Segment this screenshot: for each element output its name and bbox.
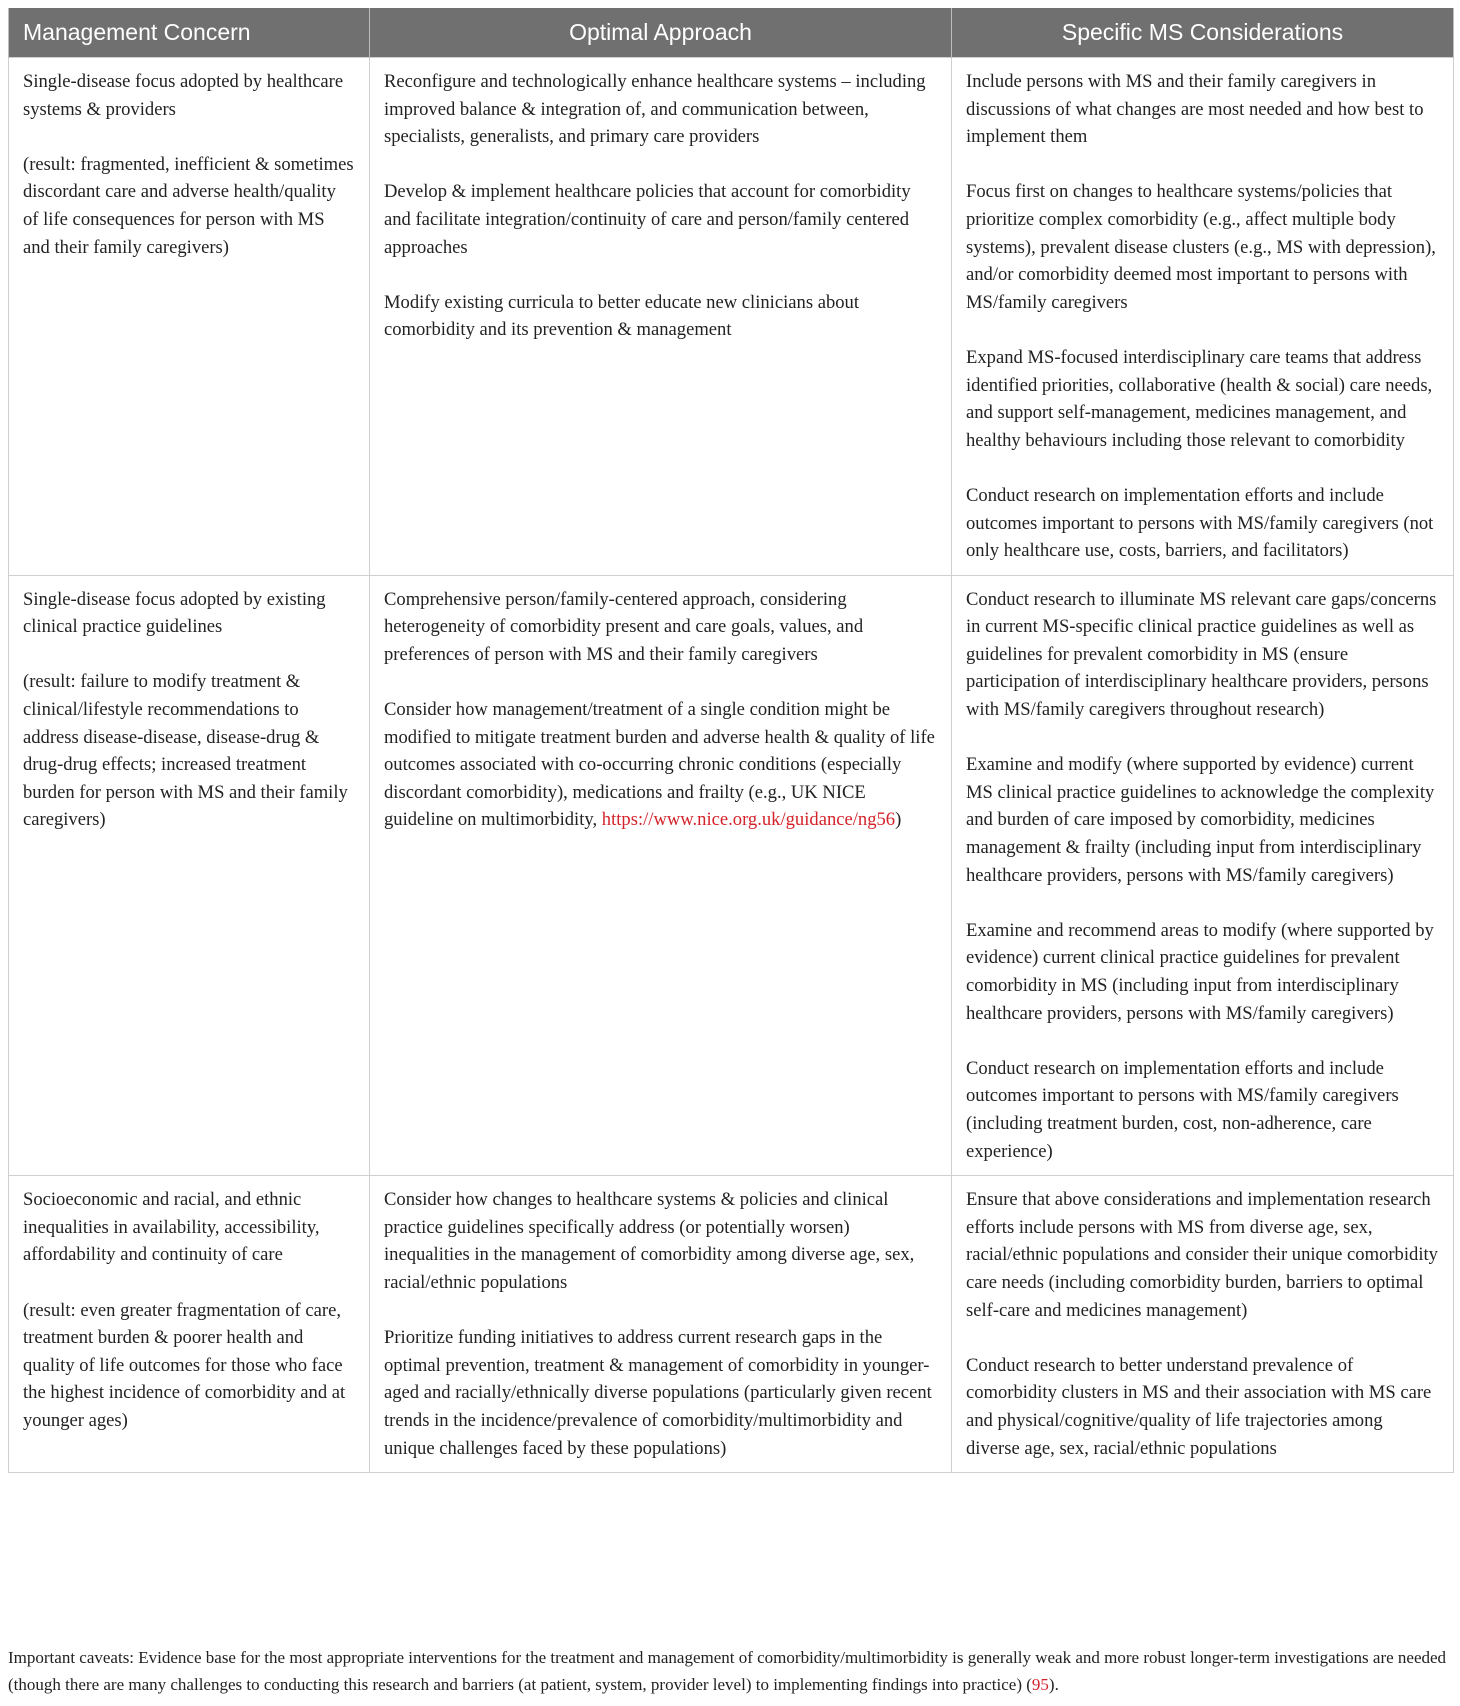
management-table: [8, 8, 1454, 1473]
consideration-text: Ensure that above considerations and implementation research efforts include persons with MS from diverse age, sex, racial/ethnic populations and consider their unique comorbidity care needs (including comorbidity burden, barriers to optimal self-care and medicines management): [966, 1189, 1438, 1321]
header-specific-ms-considerations: Specific MS Considerations: [952, 8, 1454, 58]
consideration-text: Focus first on changes to healthcare systems/policies that prioritize complex comorbidity (e.g., affect multiple body systems), prevalent disease clusters (e.g., MS with depression), and/or comorbidity deemed most important to persons with MS/family caregivers: [966, 181, 1436, 313]
consideration-text: Include persons with MS and their family caregivers in discussions of what changes are most needed and how best to implement them: [966, 71, 1424, 148]
table-row: [9, 58, 1454, 576]
concern-result-text: (result: fragmented, inefficient & sometimes discordant care and adverse health/quality of life consequences for person with MS and their family caregivers): [23, 153, 354, 258]
concern-result-text: (result: even greater fragmentation of care, treatment burden & poorer health and quality of life outcomes for those who face the highest incidence of comorbidity and at younger ages): [23, 1299, 346, 1431]
consideration-text: Conduct research on implementation efforts and include outcomes important to persons with MS/family caregivers (not only healthcare use, costs, barriers, and facilitators): [966, 484, 1434, 562]
reference-link[interactable]: 95: [1031, 1675, 1049, 1694]
concern-text: Single-disease focus adopted by existing clinical practice guidelines: [23, 588, 326, 638]
header-optimal-approach: Optimal Approach: [370, 8, 952, 58]
considerations-cell: [952, 1176, 1454, 1473]
consideration-text: Expand MS-focused interdisciplinary care teams that address identified priorities, collaborative (health & social) care needs, and support self-management, medicines management, and healthy behaviours including those relevant to comorbidity: [966, 346, 1433, 451]
consideration-text: Conduct research to illuminate MS relevant care gaps/concerns in current MS-specific clinical practice guidelines as well as guidelines for prevalent comorbidity in MS (ensure participation of interdisciplinary healthcare providers, persons with MS/family caregivers throughout research): [966, 588, 1437, 721]
approach-cell: [370, 575, 952, 1175]
concern-cell: [9, 575, 370, 1175]
approach-text: Comprehensive person/family-centered approach, considering heterogeneity of comorbidity present and care goals, values, and preferences of person with MS and their family caregivers: [384, 588, 864, 665]
approach-cell: [370, 58, 952, 576]
footnote: [8, 1644, 1453, 1698]
consideration-text: Conduct research on implementation efforts and include outcomes important to persons with MS/family caregivers (including treatment burden, cost, non-adherence, care experience): [966, 1057, 1399, 1162]
concern-result-text: (result: failure to modify treatment & clinical/lifestyle recommendations to address disease-disease, disease-drug & drug-drug effects; increased treatment burden for person with MS and their family caregivers): [23, 671, 348, 831]
table-row: [9, 1176, 1454, 1473]
footnote-end: ).: [1048, 1675, 1059, 1694]
consideration-text: Examine and recommend areas to modify (where supported by evidence) current clinical practice guidelines for prevalent comorbidity in MS (including input from interdisciplinary healthcare providers, persons with MS/family caregivers): [966, 919, 1434, 1024]
concern-text: Socioeconomic and racial, and ethnic inequalities in availability, accessibility, affordability and continuity of care: [23, 1189, 320, 1266]
header-management-concern: Management Concern: [9, 8, 370, 58]
concern-text: Single-disease focus adopted by healthcare systems & providers: [23, 71, 344, 120]
header-row: [9, 8, 1454, 58]
approach-text: Consider how changes to healthcare systems & policies and clinical practice guidelines specifically address (or potentially worsen) inequalities in the management of comorbidity among diverse age, sex, racial/ethnic populations: [384, 1189, 915, 1293]
nice-guideline-link[interactable]: https://www.nice.org.uk/guidance/ng56: [601, 809, 896, 831]
approach-text-with-link: [384, 696, 937, 834]
table-row: [9, 575, 1454, 1175]
footnote-text: Important caveats: Evidence base for the most appropriate interventions for the treatment and management of comorbidity/multimorbidity is generally weak and more robust longer-term investigations are needed (though there are many challenges to conducting this research and barriers (at patient, system, provider level) to implementing findings into practice) (: [8, 1648, 1447, 1694]
approach-text: Develop & implement healthcare policies that account for comorbidity and facilitate integration/continuity of care and person/family centered approaches: [384, 181, 911, 258]
consideration-text: Conduct research to better understand prevalence of comorbidity clusters in MS and their association with MS care and physical/cognitive/quality of life trajectories among diverse age, sex, racial/ethnic populations: [966, 1354, 1432, 1459]
approach-text: Prioritize funding initiatives to address current research gaps in the optimal prevention, treatment & management of comorbidity in younger-aged and racially/ethnically diverse populations (particularly given recent trends in the incidence/prevalence of comorbidity/multimorbidity and unique challenges faced by these populations): [384, 1327, 932, 1459]
concern-cell: [9, 58, 370, 576]
concern-cell: [9, 1176, 370, 1473]
considerations-cell: [952, 58, 1454, 576]
approach-text: Reconfigure and technologically enhance healthcare systems – including improved balance & integration of, and communication between, specialists, generalists, and primary care providers: [384, 71, 926, 148]
approach-cell: [370, 1176, 952, 1473]
approach-text: Consider how management/treatment of a single condition might be modified to mitigate treatment burden and adverse health & quality of life outcomes associated with co-occurring chronic conditions (especially discordant comorbidity), medications and frailty (e.g., UK NICE guideline on multimorbidity,: [384, 699, 935, 831]
approach-text-end: ): [895, 809, 902, 831]
approach-text: Modify existing curricula to better educate new clinicians about comorbidity and its prevention & management: [384, 291, 860, 341]
considerations-cell: [952, 575, 1454, 1175]
consideration-text: Examine and modify (where supported by evidence) current MS clinical practice guidelines to acknowledge the complexity and burden of care imposed by comorbidity, medicines management & frailty (including input from interdisciplinary healthcare providers, persons with MS/family caregivers): [966, 754, 1435, 886]
